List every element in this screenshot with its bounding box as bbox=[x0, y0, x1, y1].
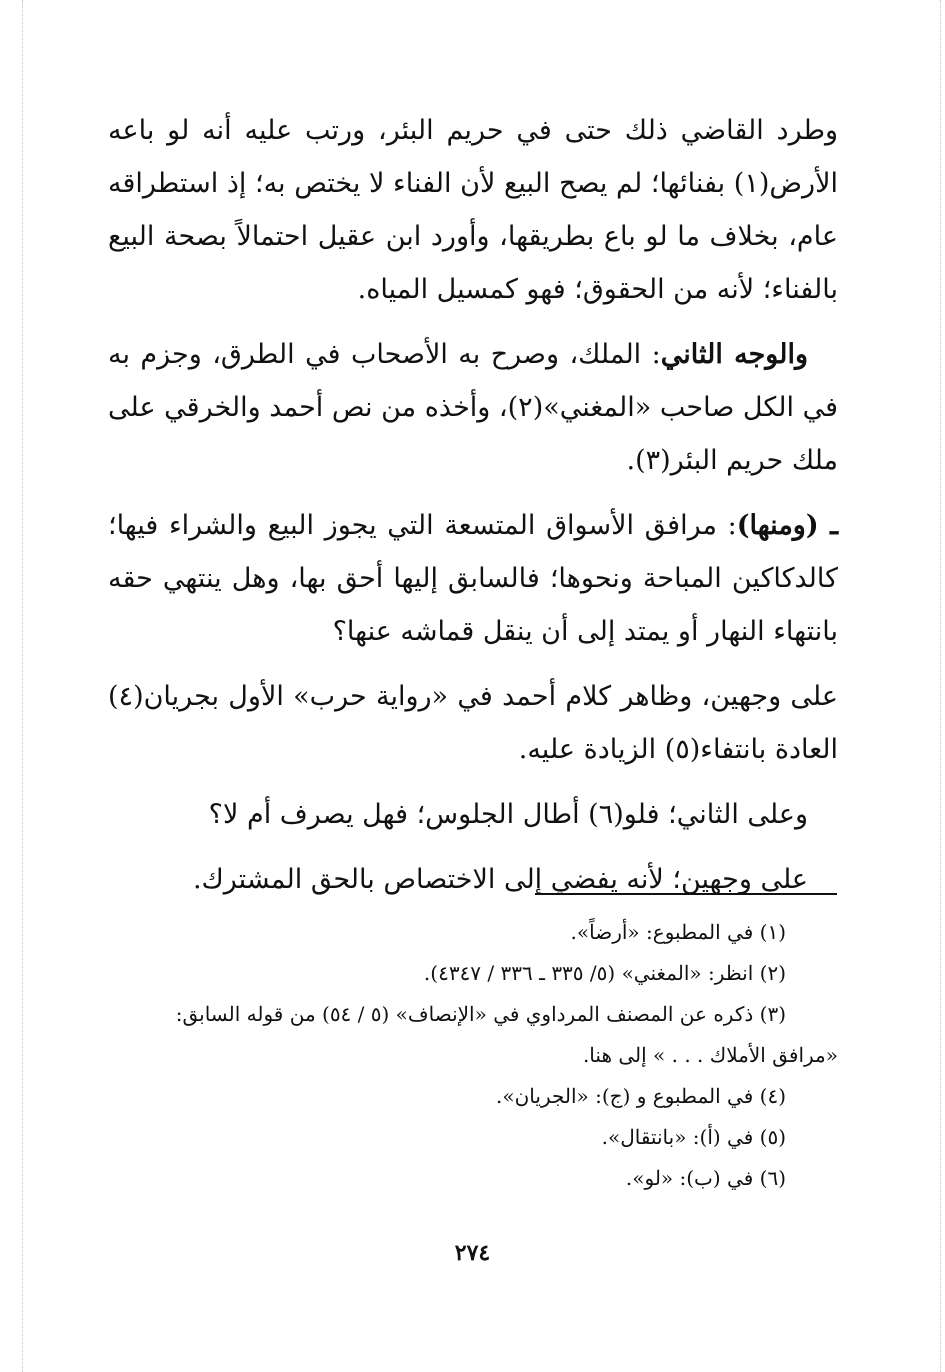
footnote-1: (١) في المطبوع: «أرضاً». bbox=[570, 920, 786, 944]
footnote-3: (٣) ذكره عن المصنف المرداوي في «الإنصاف» (٥ / ٥٤) من قوله السابق: bbox=[175, 1002, 786, 1026]
main-text bbox=[108, 104, 838, 918]
right-margin-guide bbox=[940, 0, 941, 1372]
page-number: ٢٧٤ bbox=[454, 1240, 491, 1266]
paragraph-2-body: : الملك، وصرح به الأصحاب في الطرق، وجزم به في الكل صاحب «المغني»(٢)، وأخذه من نص أحمد والخرقي على ملك حريم البئر(٣). bbox=[108, 339, 838, 476]
footnote-2: (٢) انظر: «المغني» (٥/ ٣٣٥ ـ ٣٣٦ / ٤٣٤٧). bbox=[423, 961, 786, 985]
paragraph-5: وعلى الثاني؛ فلو(٦) أطال الجلوس؛ فهل يصرف أم لا؟ bbox=[208, 799, 808, 830]
paragraph-3 bbox=[108, 499, 838, 658]
paragraph-4: على وجهين، وظاهر كلام أحمد في «رواية حرب» الأول بجريان(٤) العادة بانتفاء(٥) الزيادة عليه. bbox=[108, 681, 838, 765]
paragraph-1: وطرد القاضي ذلك حتى في حريم البئر، ورتب عليه أنه لو باعه الأرض(١) بفنائها؛ لم يصح البيع لأن الفناء لا يختص به؛ إذ استطراقه عام، بخلاف ما لو باع بطريقها، وأورد ابن عقيل احتمالاً بصحة البيع بالفناء؛ لأنه من الحقوق؛ فهو كمسيل المياه. bbox=[108, 115, 838, 305]
footnotes bbox=[108, 912, 838, 1199]
footnote-3-continuation: «مرافق الأملاك . . . » إلى هنا. bbox=[582, 1043, 838, 1067]
left-margin-guide bbox=[22, 0, 23, 1372]
footnote-4: (٤) في المطبوع و (ج): «الجريان». bbox=[496, 1084, 786, 1108]
paragraph-6: على وجهين؛ لأنه يفضي إلى الاختصاص بالحق المشترك. bbox=[192, 864, 808, 895]
paragraph-2-lead: والوجه الثاني bbox=[660, 339, 808, 370]
paragraph-2 bbox=[108, 328, 838, 487]
footnote-6: (٦) في (ب): «لو». bbox=[625, 1166, 786, 1190]
paragraph-3-body: : مرافق الأسواق المتسعة التي يجوز البيع والشراء فيها؛ كالدكاكين المباحة ونحوها؛ فالسابق إليها أحق بها، وهل ينتهي حقه بانتهاء النهار أو يمتد إلى أن ينقل قماشه عنها؟ bbox=[108, 510, 838, 647]
footnote-divider bbox=[535, 893, 837, 895]
footnote-5: (٥) في (أ): «بانتقال». bbox=[601, 1125, 786, 1149]
paragraph-3-lead: ـ (ومنها) bbox=[736, 510, 838, 541]
